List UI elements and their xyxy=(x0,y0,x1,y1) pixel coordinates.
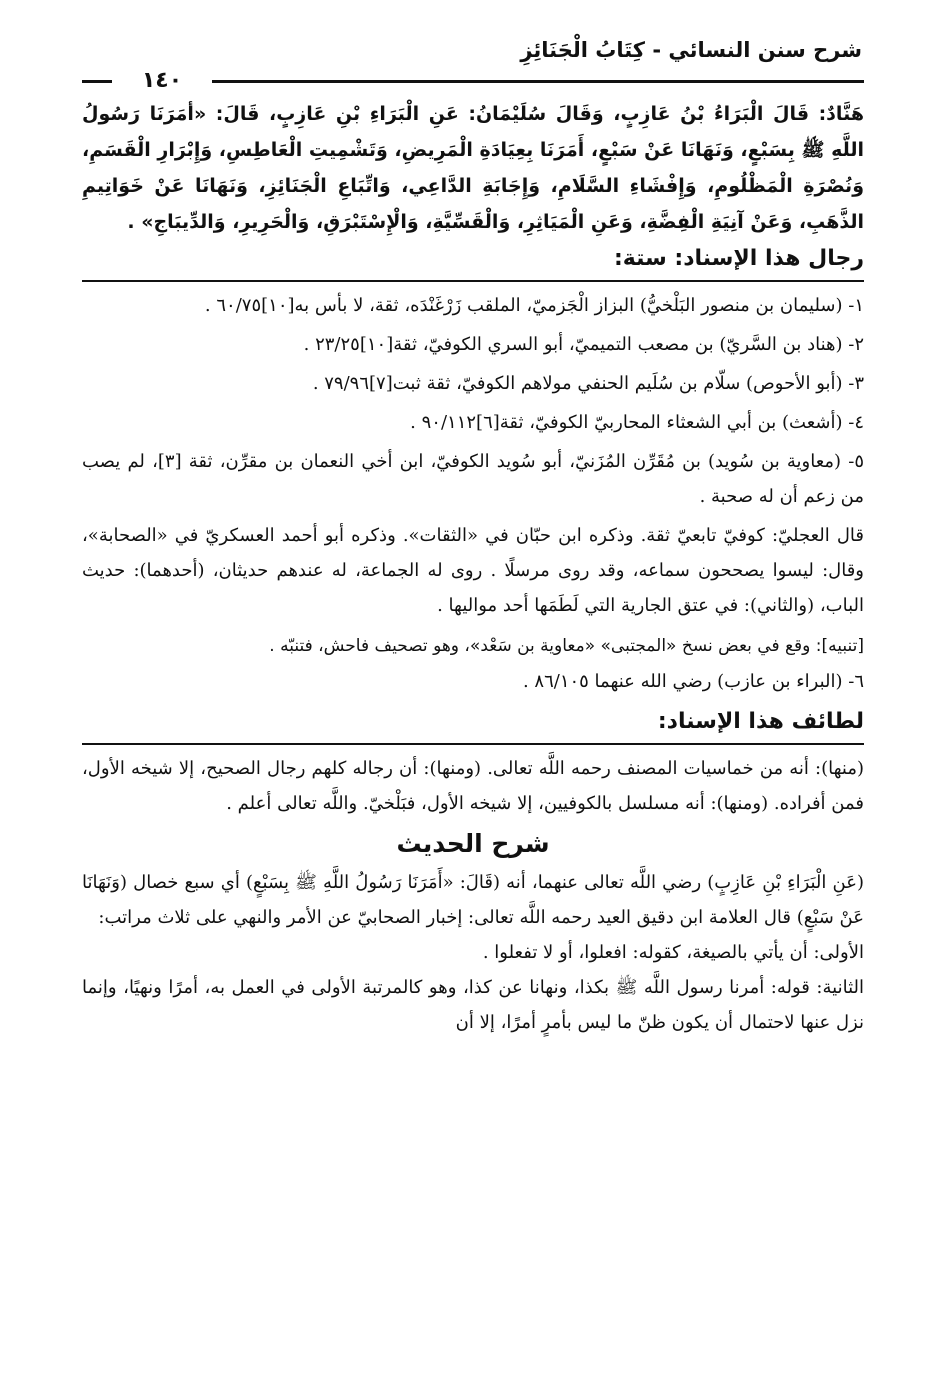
hadith-text: هَنَّادٌ: قَالَ الْبَرَاءُ بْنُ عَازِبٍ، وَقَالَ سُلَيْمَانُ: عَنِ الْبَرَاءِ بْنِ عَازِبٍ، قَالَ: «أَمَرَنَا رَسُولُ اللَّهِ ﷺ بِسَبْعٍ، وَنَهَانَا عَنْ سَبْعٍ، أَمَرَنَا بِعِيَادَةِ الْمَرِيضِ، وَتَشْمِيتِ الْعَاطِسِ، وَإِبْرَارِ الْقَسَمِ، وَنُصْرَةِ الْمَظْلُومِ، وَإِفْشَاءِ السَّلَامِ، وَإِجَابَةِ الدَّاعِي، وَاتِّبَاعِ الْجَنَائِزِ، وَنَهَانَا عَنْ خَوَاتِيمِ الذَّهَبِ، وَعَنْ آنِيَةِ الْفِضَّةِ، وَعَنِ الْمَيَاثِرِ، وَالْقَسِّيَّةِ، وَالْإِسْتَبْرَقِ، وَالْحَرِيرِ، وَالدِّيبَاجِ» . xyxy=(82,103,864,233)
tanbih-note: [تنبيه]: وقع في بعض نسخ «المجتبى» «معاوية بن سَعْد»، وهو تصحيف فاحش، فتنبّه . xyxy=(269,636,864,656)
sharh-first-level: الأولى: أن يأتي بالصيغة، كقوله: افعلوا، أو لا تفعلوا . xyxy=(482,942,864,963)
section-divider xyxy=(82,280,864,282)
sharh-intro: (عَنِ الْبَرَاءِ بْنِ عَازِبٍ) رضي اللَّه تعالى عنهما، أنه (قَالَ: «أَمَرَنَا رَسُولُ اللَّهِ ﷺ بِسَبْعٍ) أي سبع خصال (وَنَهَانَا عَنْ سَبْعٍ) قال العلامة ابن دقيق العيد رحمه اللَّه تعالى: إخبار الصحابيّ عن الأمر والنهي على ثلاث مراتب: xyxy=(82,872,865,928)
narrator-item: ١- (سليمان بن منصور البَلْخيُّ) البزاز الْجَزميّ، الملقب زَرْغَنْدَه، ثقة، لا بأس به[١٠]٦٠/٧٥ . xyxy=(204,295,864,316)
page-number-box xyxy=(82,65,242,101)
narrator-item: ٤- (أشعث) بن أبي الشعثاء المحاربيّ الكوفيّ، ثقة[٦]٩٠/١١٢ . xyxy=(410,412,864,433)
sharh-heading: شرح الحديث xyxy=(396,829,550,858)
narrator-item: ٥- (معاوية بن سُويد) بن مُقَرِّن المُزَنيّ، أبو سُويد الكوفيّ، ابن أخي النعمان بن مقرِّن، ثقة [٣]، لم يصب من زعم أن له صحبة . xyxy=(82,451,864,507)
lataif-text: (منها): أنه من خماسيات المصنف رحمه اللَّه تعالى. (ومنها): أن رجاله كلهم رجال الصحيح، إلا شيخه الأول، فمن أفراده. (ومنها): أنه مسلسل بالكوفيين، إلا شيخه الأول، فبَلْخيّ. واللَّه تعالى أعلم . xyxy=(82,758,864,814)
narrator-item: ٣- (أبو الأحوص) سلّام بن سُلَيم الحنفي مولاهم الكوفيّ، ثقة ثبت[٧]٧٩/٩٦ . xyxy=(312,373,864,394)
section-divider xyxy=(82,743,864,745)
ijli-note: قال العجليّ: كوفيّ تابعيّ ثقة. وذكره ابن حبّان في «الثقات». وذكره أبو أحمد العسكريّ في «الصحابة»، وقال: ليسوا يصححون سماعه، وقد روى مرسلًا . روى له الجماعة، له عندهم حديثان، (أحدهما): حديث الباب، (والثاني): في عتق الجارية التي لَطَمَها أحد مواليها . xyxy=(82,525,864,616)
sharh-second-level: الثانية: قوله: أمرنا رسول اللَّه ﷺ بكذا، ونهانا عن كذا، وهو كالمرتبة الأولى في العمل به، أمرًا ونهيًا، وإنما نزل عنها لاحتمال أن يكون ظنّ ما ليس بأمرٍ أمرًا، إلا أن xyxy=(82,977,864,1033)
narrator-item: ٦- (البراء بن عازب) رضي الله عنهما ٨٦/١٠٥ . xyxy=(522,671,864,692)
page-header xyxy=(82,30,864,92)
running-title: شرح سنن النسائي - كِتَابُ الْجَنَائِزِ xyxy=(520,38,862,62)
lataif-heading: لطائف هذا الإسناد: xyxy=(657,709,864,734)
page xyxy=(82,30,864,1040)
narrator-item: ٢- (هناد بن السَّريّ) بن مصعب التميميّ، أبو السري الكوفيّ، ثقة[١٠]٢٣/٢٥ . xyxy=(303,334,864,355)
page-number: ١٤٠ xyxy=(141,68,183,93)
narrators-heading: رجال هذا الإسناد: ستة: xyxy=(614,246,864,271)
